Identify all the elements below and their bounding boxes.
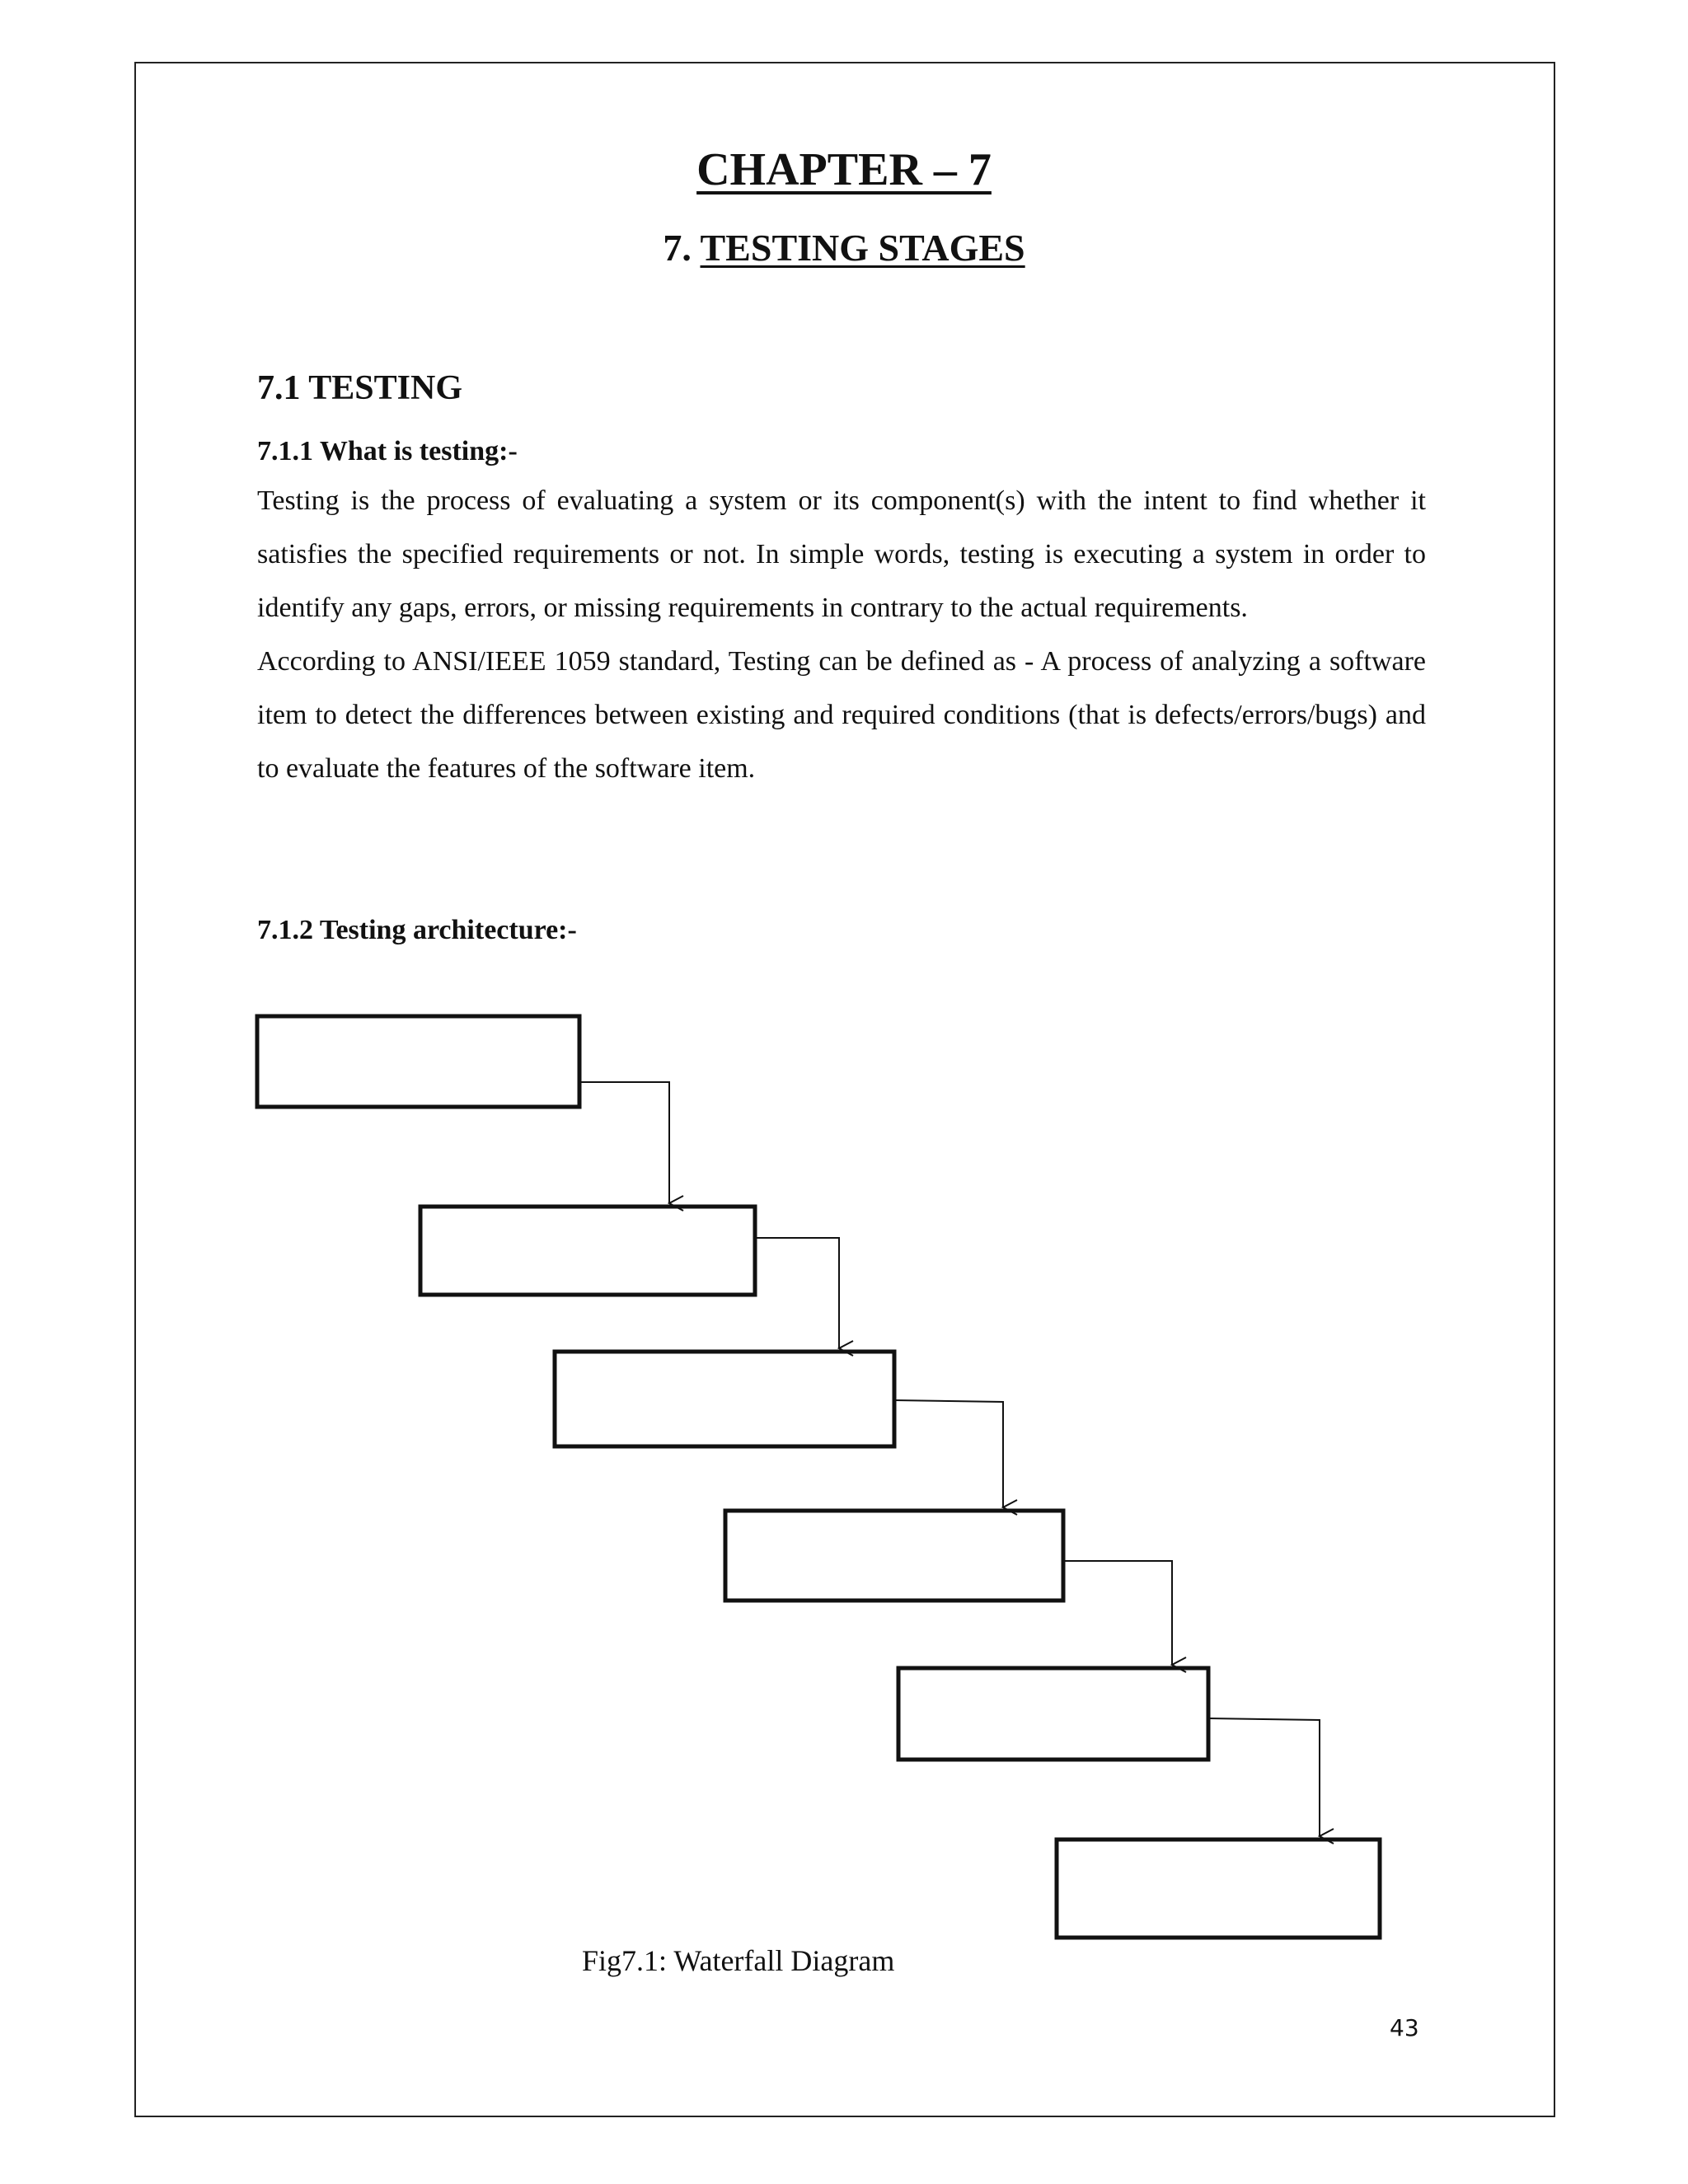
waterfall-stage-box-4 [725, 1511, 1063, 1601]
waterfall-stage-box-5 [898, 1668, 1208, 1760]
section-heading-testing: 7.1 TESTING [257, 369, 462, 407]
chapter-subtitle-text: TESTING STAGES [700, 227, 1025, 269]
chapter-title: CHAPTER – 7 [696, 144, 992, 195]
paragraph-testing-process: Testing is the process of evaluating a system or its component(s) with the intent to find whether it satisfies the specified requirements or not. In simple words, testing is executing a system in order to identify any gaps, errors, or missing requirements in contrary to the actual requirements. [257, 485, 1426, 623]
chapter-subtitle-number: 7. [663, 227, 692, 269]
page-number: 43 [1390, 2014, 1419, 2041]
figure-caption: Fig7.1: Waterfall Diagram [582, 1944, 895, 1977]
waterfall-connector-arrow-5 [1208, 1718, 1320, 1836]
waterfall-connector-arrow-4 [1063, 1561, 1172, 1665]
subsection-heading-what-is-testing: 7.1.1 What is testing:- [257, 436, 518, 466]
waterfall-stage-box-3 [555, 1352, 894, 1446]
paragraph-ansi-ieee-definition: According to ANSI/IEEE 1059 standard, Testing can be defined as - A process of analyzing a software item to detect the differences between existing and required conditions (that is defects/errors/bugs) and to evaluate the features of the software item. [257, 646, 1426, 784]
waterfall-connector-arrow-2 [755, 1238, 839, 1348]
waterfall-stage-box-1 [257, 1016, 579, 1107]
subsection-heading-testing-architecture: 7.1.2 Testing architecture:- [257, 915, 577, 945]
waterfall-stage-box-2 [420, 1207, 755, 1295]
waterfall-stage-box-6 [1057, 1840, 1380, 1938]
waterfall-connector-arrow-1 [579, 1082, 669, 1203]
waterfall-connector-arrow-3 [894, 1400, 1003, 1507]
